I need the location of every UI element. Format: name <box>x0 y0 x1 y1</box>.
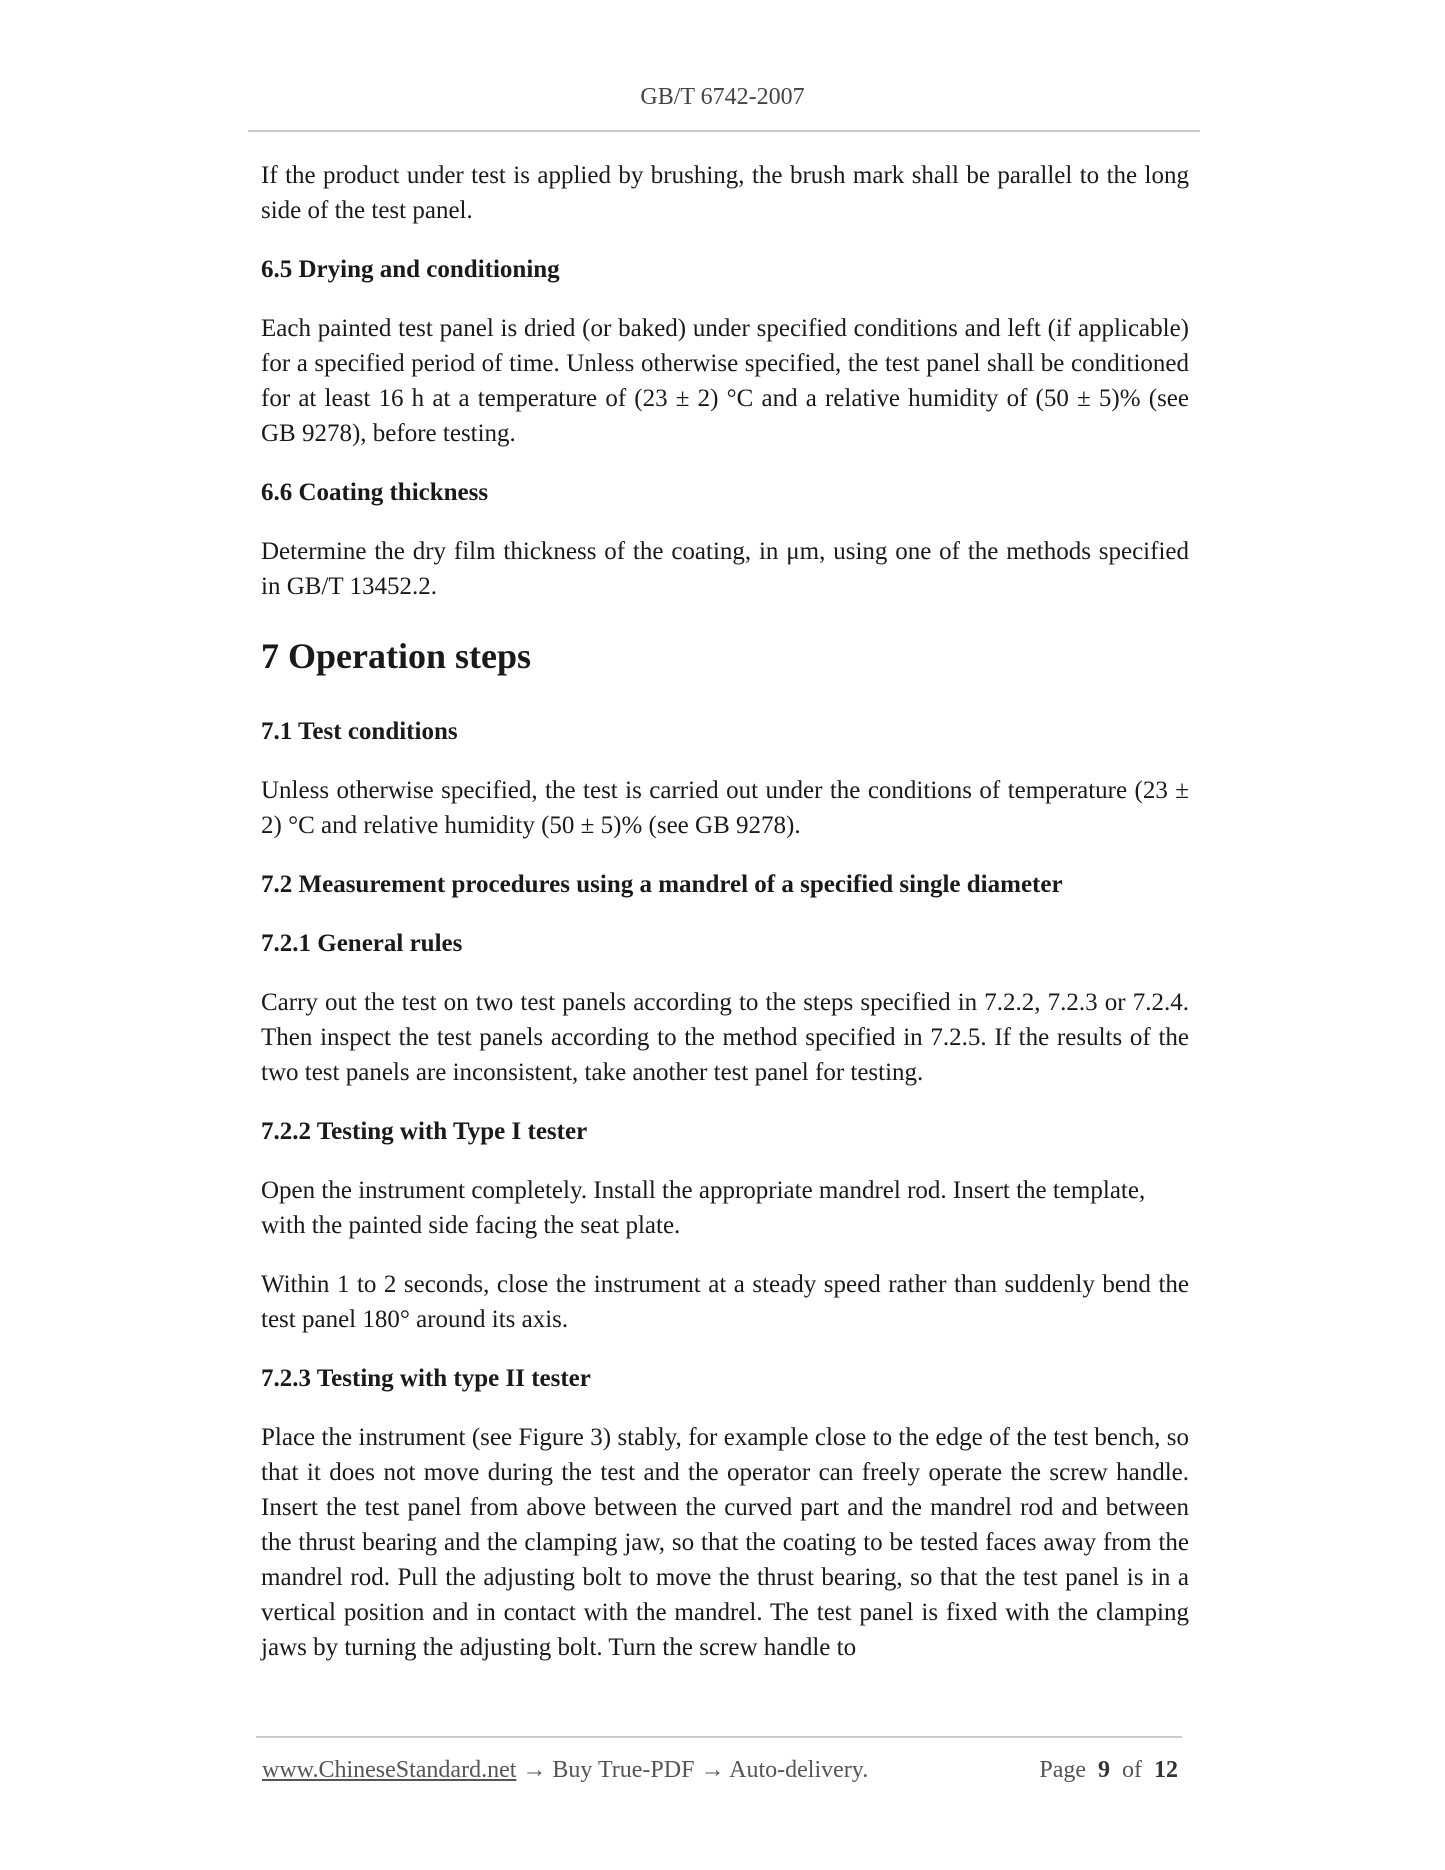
heading-6-6: 6.6 Coating thickness <box>261 479 489 506</box>
website-link[interactable]: www.ChineseStandard.net <box>262 1757 517 1783</box>
footer-promo <box>262 1757 868 1784</box>
heading-6-5: 6.5 Drying and conditioning <box>261 256 560 283</box>
arrow-right-icon: → <box>694 1757 730 1783</box>
header-divider <box>248 130 1200 132</box>
page-number: 9 <box>1098 1757 1110 1783</box>
arrow-right-icon: → <box>516 1757 553 1783</box>
of-label: of <box>1122 1757 1142 1783</box>
paragraph-brushing: If the product under test is applied by brushing, the brush mark shall be parallel to the long side of the test panel. <box>261 162 1189 224</box>
footer-divider <box>256 1736 1182 1738</box>
total-pages: 12 <box>1154 1757 1178 1783</box>
paragraph-6-5: Each painted test panel is dried (or baked) under specified conditions and left (if applicable) for a specified period of time. Unless otherwise specified, the test panel shall be conditioned for at least 16 h at a temperature of (23 ± 2) °C and a relative humidity of (50 ± 5)% (see GB 9278), before testing. <box>261 315 1189 447</box>
page-label: Page <box>1039 1757 1086 1783</box>
heading-7-2-1: 7.2.1 General rules <box>261 930 463 957</box>
heading-7-2-3: 7.2.3 Testing with type II tester <box>261 1365 591 1392</box>
heading-7-2: 7.2 Measurement procedures using a mandrel of a specified single diameter <box>261 871 1063 898</box>
heading-7: 7 Operation steps <box>261 636 531 676</box>
buy-pdf-text: Buy True-PDF <box>552 1757 695 1783</box>
paragraph-7-2-2-b: Within 1 to 2 seconds, close the instrument at a steady speed rather than suddenly bend the test panel 180° around its axis. <box>261 1271 1189 1333</box>
document-body <box>261 158 1189 1689</box>
paragraph-7-2-2-a: Open the instrument completely. Install the appropriate mandrel rod. Insert the template, with the painted side facing the seat plate. <box>261 1177 1146 1239</box>
heading-7-2-2: 7.2.2 Testing with Type I tester <box>261 1118 588 1145</box>
page-header-title: GB/T 6742-2007 <box>640 84 805 110</box>
page-indicator <box>1039 1757 1178 1784</box>
paragraph-7-2-3: Place the instrument (see Figure 3) stably, for example close to the edge of the test bench, so that it does not move during the test and the operator can freely operate the screw handle. Insert the test panel from above between the curved part and the mandrel rod and between the thrust bearing and the clamping jaw, so that the coating to be tested faces away from the mandrel rod. Pull the adjusting bolt to move the thrust bearing, so that the test panel is in a vertical position and in contact with the mandrel. The test panel is fixed with the clamping jaws by turning the adjusting bolt. Turn the screw handle to <box>261 1424 1189 1661</box>
auto-delivery-text: Auto-delivery. <box>729 1757 869 1783</box>
paragraph-7-1: Unless otherwise specified, the test is carried out under the conditions of temperature (23 ± 2) °C and relative humidity (50 ± 5)% (see GB 9278). <box>261 777 1189 839</box>
paragraph-7-2-1: Carry out the test on two test panels according to the steps specified in 7.2.2, 7.2.3 or 7.2.4. Then inspect the test panels according to the method specified in 7.2.5. If the results of the two test panels are inconsistent, take another test panel for testing. <box>261 989 1189 1086</box>
heading-7-1: 7.1 Test conditions <box>261 718 458 745</box>
paragraph-6-6: Determine the dry film thickness of the coating, in μm, using one of the methods specified in GB/T 13452.2. <box>261 538 1189 600</box>
